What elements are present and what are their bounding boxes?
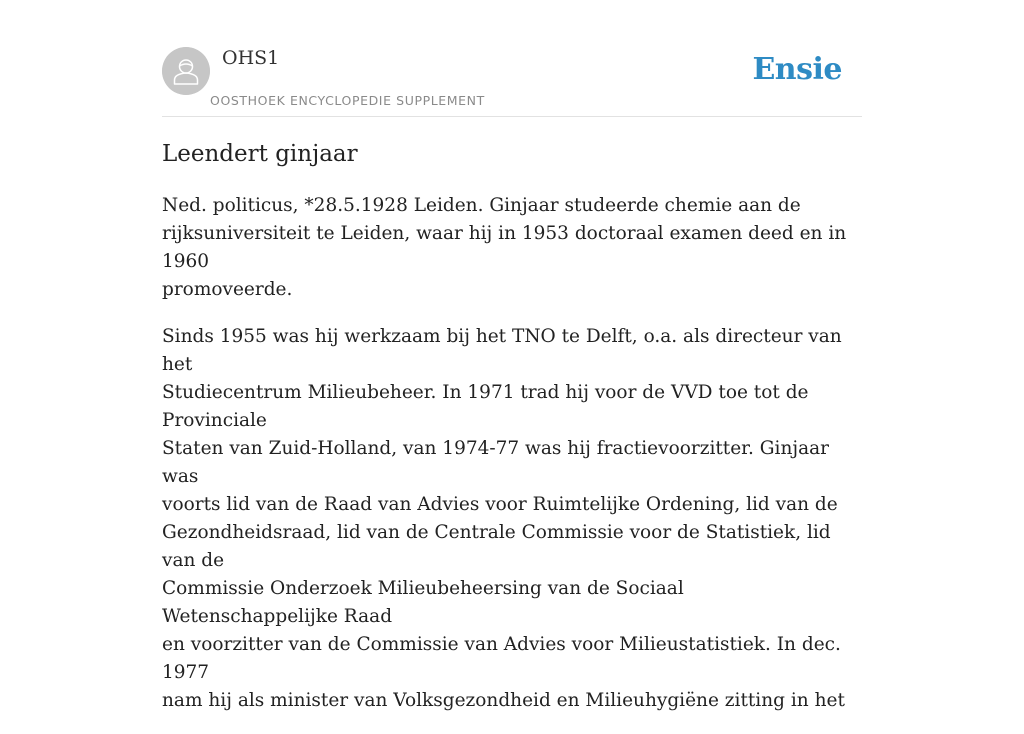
text-line: nam hij als minister van Volksgezondheid en Milieuhygiëne zitting in het xyxy=(162,690,845,711)
text-line: Commissie Onderzoek Milieubeheersing van de Sociaal Wetenschappelijke Raad xyxy=(162,578,684,627)
text-line: voorts lid van de Raad van Advies voor Ruimtelijke Ordening, lid van de xyxy=(162,494,838,515)
text-line: Studiecentrum Milieubeheer. In 1971 trad hij voor de VVD toe tot de Provinciale xyxy=(162,382,809,431)
source-code[interactable]: OHS1 xyxy=(222,47,280,69)
article-body xyxy=(162,192,862,734)
text-line: promoveerde. xyxy=(162,279,293,300)
text-line: rijksuniversiteit te Leiden, waar hij in 1953 doctoraal examen deed en in 1960 xyxy=(162,223,847,272)
text-line: Ned. politicus, *28.5.1928 Leiden. Ginjaar studeerde chemie aan de xyxy=(162,195,801,216)
text-line: en voorzitter van de Commissie van Advies voor Milieustatistiek. In dec. 1977 xyxy=(162,634,841,683)
text-line: Staten van Zuid-Holland, van 1974-77 was hij fractievoorzitter. Ginjaar was xyxy=(162,438,829,487)
text-line: Gezondheidsraad, lid van de Centrale Commissie voor de Statistiek, lid van de xyxy=(162,522,831,571)
brand-logo[interactable]: Ensie xyxy=(752,52,842,87)
user-icon xyxy=(162,47,210,95)
article-paragraph xyxy=(162,323,862,715)
article-header xyxy=(162,0,862,117)
page-container xyxy=(162,0,862,711)
source-name[interactable]: OOSTHOEK ENCYCLOPEDIE SUPPLEMENT xyxy=(210,93,485,108)
article-paragraph xyxy=(162,192,862,304)
text-line: Sinds 1955 was hij werkzaam bij het TNO te Delft, o.a. als directeur van het xyxy=(162,326,842,375)
article-title: Leendert ginjaar xyxy=(162,141,358,167)
